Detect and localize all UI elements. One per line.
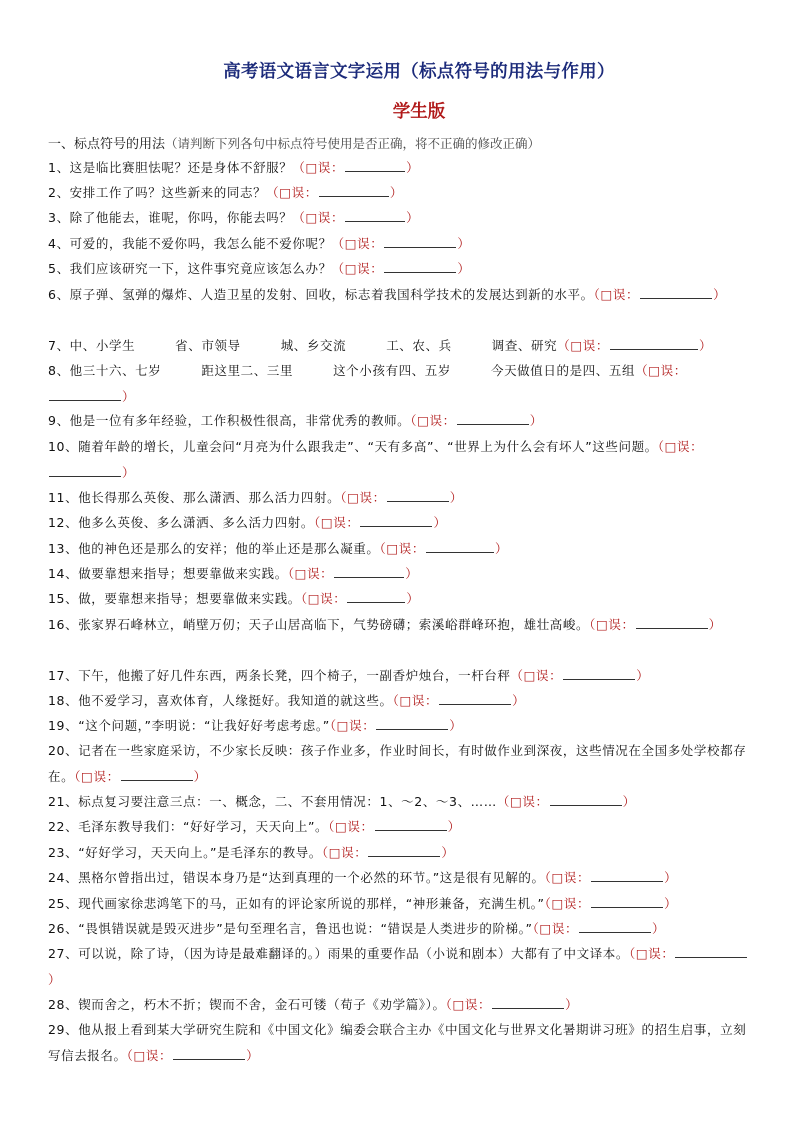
answer-blank[interactable] [640,286,712,299]
answer-close: ） [457,236,471,251]
question-number: 25 [48,896,66,911]
answer-blank[interactable] [675,945,747,958]
answer-label: （□误： [331,236,384,251]
answer-blank[interactable] [610,337,698,350]
answer-label: （□误： [266,185,318,200]
answer-close: ） [565,997,579,1012]
answer-close: ） [406,210,420,225]
question-text: 、标点复习要注意三点：一、概念，二、不套用情况：1、～2、～3、…… [65,794,497,809]
section-heading-text: 一、标点符号的用法 [48,137,166,152]
answer-close: ） [441,845,455,860]
answer-blank[interactable] [360,514,432,527]
answer-close: ） [389,185,403,200]
question-number: 19 [48,718,66,733]
question-text: 、我们应该研究一下，这件事究竟应该怎么办？ [56,261,332,276]
question-number: 17 [48,668,66,683]
question-text: 、他多么英俊、多么潇洒、多么活力四射。 [65,515,315,530]
question-text: 、“这个问题，”李明说：“让我好好考虑考虑。” [65,718,330,733]
answer-blank[interactable] [345,209,405,222]
question-text: 、除了他能去，谁呢，你吗，你能去吗？ [56,210,293,225]
section-hint: （请判断下列各句中标点符号使用是否正确，将不正确的修改正确） [165,136,541,151]
answer-label: （□误： [657,439,704,454]
question-item [48,434,753,485]
answer-label: （□误： [629,946,675,961]
answer-blank[interactable] [384,260,456,273]
question-number: 14 [48,566,66,581]
question-text: 、张家界石峰林立，峭壁万仞；天子山居高临下，气势磅礴；索溪峪群峰环抱，雄壮高峻。 [65,617,590,632]
answer-close: ） [652,921,666,936]
question-number: 6 [48,287,57,302]
question-number: 4 [48,236,57,251]
question-item [48,155,753,181]
question-number: 10 [48,439,66,454]
answer-blank[interactable] [368,844,440,857]
answer-close: ） [529,413,543,428]
question-item [48,536,753,562]
question-item [48,408,753,434]
question-number: 9 [48,413,57,428]
answer-close: ） [48,971,62,987]
answer-close: ） [449,718,463,733]
answer-blank[interactable] [384,235,456,248]
question-number: 20 [48,743,66,758]
answer-blank[interactable] [550,793,622,806]
question-number: 7 [48,338,57,353]
question-number: 11 [48,490,66,505]
question-number: 3 [48,210,57,225]
question-text: 、这是临比赛胆怯呢？还是身体不舒服？ [56,160,293,175]
question-item [48,992,753,1018]
question-part: 、中、小学生 [56,338,136,353]
question-text: 、做，要靠想来指导；想要靠做来实践。 [65,591,301,606]
question-item [48,205,753,231]
answer-label: （□误： [593,287,640,302]
answer-label: （□误： [292,160,345,175]
question-text: 、现代画家徐悲鸿笔下的马，正如有的评论家所说的那样，“神形兼备，充满生机。” [65,896,545,911]
question-number: 5 [48,261,57,276]
question-number: 28 [48,997,66,1012]
question-part: 距这里二、三里 [201,363,294,378]
question-item [48,333,753,359]
answer-label: （□误： [532,921,579,936]
answer-blank[interactable] [439,692,511,705]
question-item [48,282,753,308]
question-text: 、原子弹、氢弹的爆炸、人造卫星的发射、回收，标志着我国科学技术的发展达到新的水平。 [56,287,594,302]
answer-close: ） [512,693,526,708]
question-item [48,485,753,511]
answer-label: （□误： [410,413,456,428]
answer-close: ） [708,617,722,632]
question-item [48,1017,753,1068]
question-item [48,814,753,840]
answer-blank[interactable] [319,184,389,197]
answer-label: （□误： [496,794,549,809]
answer-label: （□误： [392,693,439,708]
question-number: 23 [48,845,66,860]
question-item [48,180,753,206]
answer-label: （□误： [331,261,384,276]
answer-close: ） [449,490,463,505]
question-text: 、他的神色还是那么的安祥；他的举止还是那么凝重。 [65,541,380,556]
question-item [48,612,753,638]
answer-close: ） [494,541,509,556]
answer-close: ） [664,896,678,911]
answer-label: （□误： [329,718,376,733]
question-part: 、他三十六、七岁 [56,363,162,378]
answer-blank[interactable] [375,818,447,831]
answer-label: （□误： [544,896,591,911]
answer-blank[interactable] [49,464,121,477]
answer-label: （□误： [314,515,360,530]
answer-label: （□误： [589,617,635,632]
answer-close: ） [122,388,136,404]
answer-blank[interactable] [347,590,405,603]
question-number: 29 [48,1022,66,1037]
answer-blank[interactable] [173,1047,245,1060]
answer-close: ） [664,870,678,885]
question-item [48,941,753,992]
answer-label: （□误： [544,870,591,885]
question-item [48,738,753,789]
question-item [48,688,753,714]
question-number: 24 [48,870,66,885]
question-number: 26 [48,921,66,936]
question-item [48,231,753,257]
question-part: 工、农、兵 [386,338,452,353]
answer-blank[interactable] [387,489,449,502]
answer-label: （□误： [445,997,492,1012]
answer-close: ） [406,160,420,175]
answer-close: ） [246,1047,260,1063]
question-number: 27 [48,946,66,961]
question-item [48,256,753,282]
question-item [48,865,753,891]
question-item [48,916,753,942]
answer-close: ） [698,338,713,353]
question-number: 13 [48,541,66,556]
question-text: 、可爱的，我能不爱你吗，我怎么能不爱你呢？ [56,236,332,251]
answer-close: ） [405,566,419,581]
question-item [48,891,753,917]
question-text: 、做要靠想来指导；想要靠做来实践。 [65,566,288,581]
question-part: 这个小孩有四、五岁 [333,363,451,378]
answer-close: ） [457,261,471,276]
question-number: 18 [48,693,66,708]
question-number: 12 [48,515,66,530]
answer-label: （□误： [287,566,334,581]
answer-close: ） [447,819,461,834]
answer-blank[interactable] [376,717,448,730]
answer-close: ） [433,515,447,530]
question-number: 2 [48,185,57,200]
answer-label: （□误： [292,210,345,225]
question-item [48,358,753,409]
answer-close: ） [193,768,207,784]
answer-close: ） [713,287,727,302]
answer-close: ） [122,464,136,480]
answer-blank[interactable] [334,565,404,578]
question-part: 省、市领导 [175,338,241,353]
question-text: 、他不爱学习，喜欢体育，人缘挺好。我知道的就这些。 [65,693,393,708]
question-text: 、“好好学习，天天向上。”是毛泽东的教导。 [65,845,322,860]
answer-label: （□误： [635,363,687,378]
answer-label: （□误： [126,1047,173,1063]
question-item [48,663,753,689]
question-item [48,561,753,587]
answer-close: ） [406,591,420,606]
answer-label: （□误： [379,541,425,556]
question-text: 、锲而舍之，朽木不折；锲而不舍，金石可镂（荀子《劝学篇》）。 [65,997,446,1012]
answer-blank[interactable] [121,768,193,781]
answer-label: （□误： [557,338,609,353]
question-text: 、记者在一些家庭采访，不少家长反映：孩子作业多，作业时间长，有时做作业到深夜，这些情况在全国多处学校都存在。 [48,743,747,784]
answer-blank[interactable] [579,920,651,933]
document-title: 高考语文语言文字运用（标点符号的用法与作用） [223,62,615,82]
question-text: 、下午，他搬了好几件东西，两条长凳，四个椅子，一副香炉烛台，一杆台秤 [65,668,511,683]
answer-blank[interactable] [636,616,708,629]
question-text: 、黑格尔曾指出过，错误本身乃是“达到真理的一个必然的环节。”这是很有见解的。 [65,870,545,885]
answer-blank[interactable] [457,412,529,425]
question-text: 、他从报上看到某大学研究生院和《中国文化》编委会联合主办《中国文化与世界文化暑期讲习班》的招生启事，立刻写信去报名。 [48,1022,747,1063]
answer-blank[interactable] [591,895,663,908]
answer-label: （□误： [74,768,120,784]
answer-label: （□误： [300,591,347,606]
question-part: 今天做值日的是四、五组 [490,363,636,378]
answer-blank[interactable] [345,159,405,172]
answer-label: （□误： [328,819,374,834]
question-item [48,713,753,739]
answer-blank[interactable] [492,996,564,1009]
question-item [48,510,753,536]
section-heading [48,133,540,152]
question-part: 调查、研究 [491,338,558,353]
question-number: 8 [48,363,57,378]
answer-label: （□误： [340,490,386,505]
question-number: 21 [48,794,66,809]
question-item [48,840,753,866]
question-text: 、可以说，除了诗，（因为诗是最难翻译的。）雨果的重要作品（小说和剧本）大都有了中文译本。 [65,946,630,961]
question-number: 1 [48,160,57,175]
answer-blank[interactable] [591,869,663,882]
question-text: 、“畏惧错误就是毁灭进步”是句至理名言，鲁迅也说：“错误是人类进步的阶梯。” [65,921,533,936]
question-text: 、他是一位有多年经验，工作积极性很高，非常优秀的教师。 [56,413,411,428]
answer-label: （□误： [321,845,368,860]
document-subtitle: 学生版 [392,102,446,122]
question-text: 、他长得那么英俊、那么潇洒、那么活力四射。 [65,490,341,505]
question-text: 、安排工作了吗？这些新来的同志？ [56,185,267,200]
question-number: 16 [48,617,66,632]
question-text: 、毛泽东教导我们：“好好学习，天天向上”。 [65,819,329,834]
question-number: 22 [48,819,66,834]
answer-label: （□误： [510,668,563,683]
answer-close: ） [622,794,636,809]
question-number: 15 [48,591,66,606]
answer-blank[interactable] [563,667,635,680]
question-item [48,586,753,612]
answer-close: ） [636,668,650,683]
question-part: 城、乡交流 [280,338,347,353]
answer-blank[interactable] [426,540,494,553]
answer-blank[interactable] [49,388,121,401]
question-text: 、随着年龄的增长，儿童会问“月亮为什么跟我走”、“天有多高”、“世界上为什么会有坏人”这些问题。 [65,439,658,454]
question-item [48,789,753,815]
